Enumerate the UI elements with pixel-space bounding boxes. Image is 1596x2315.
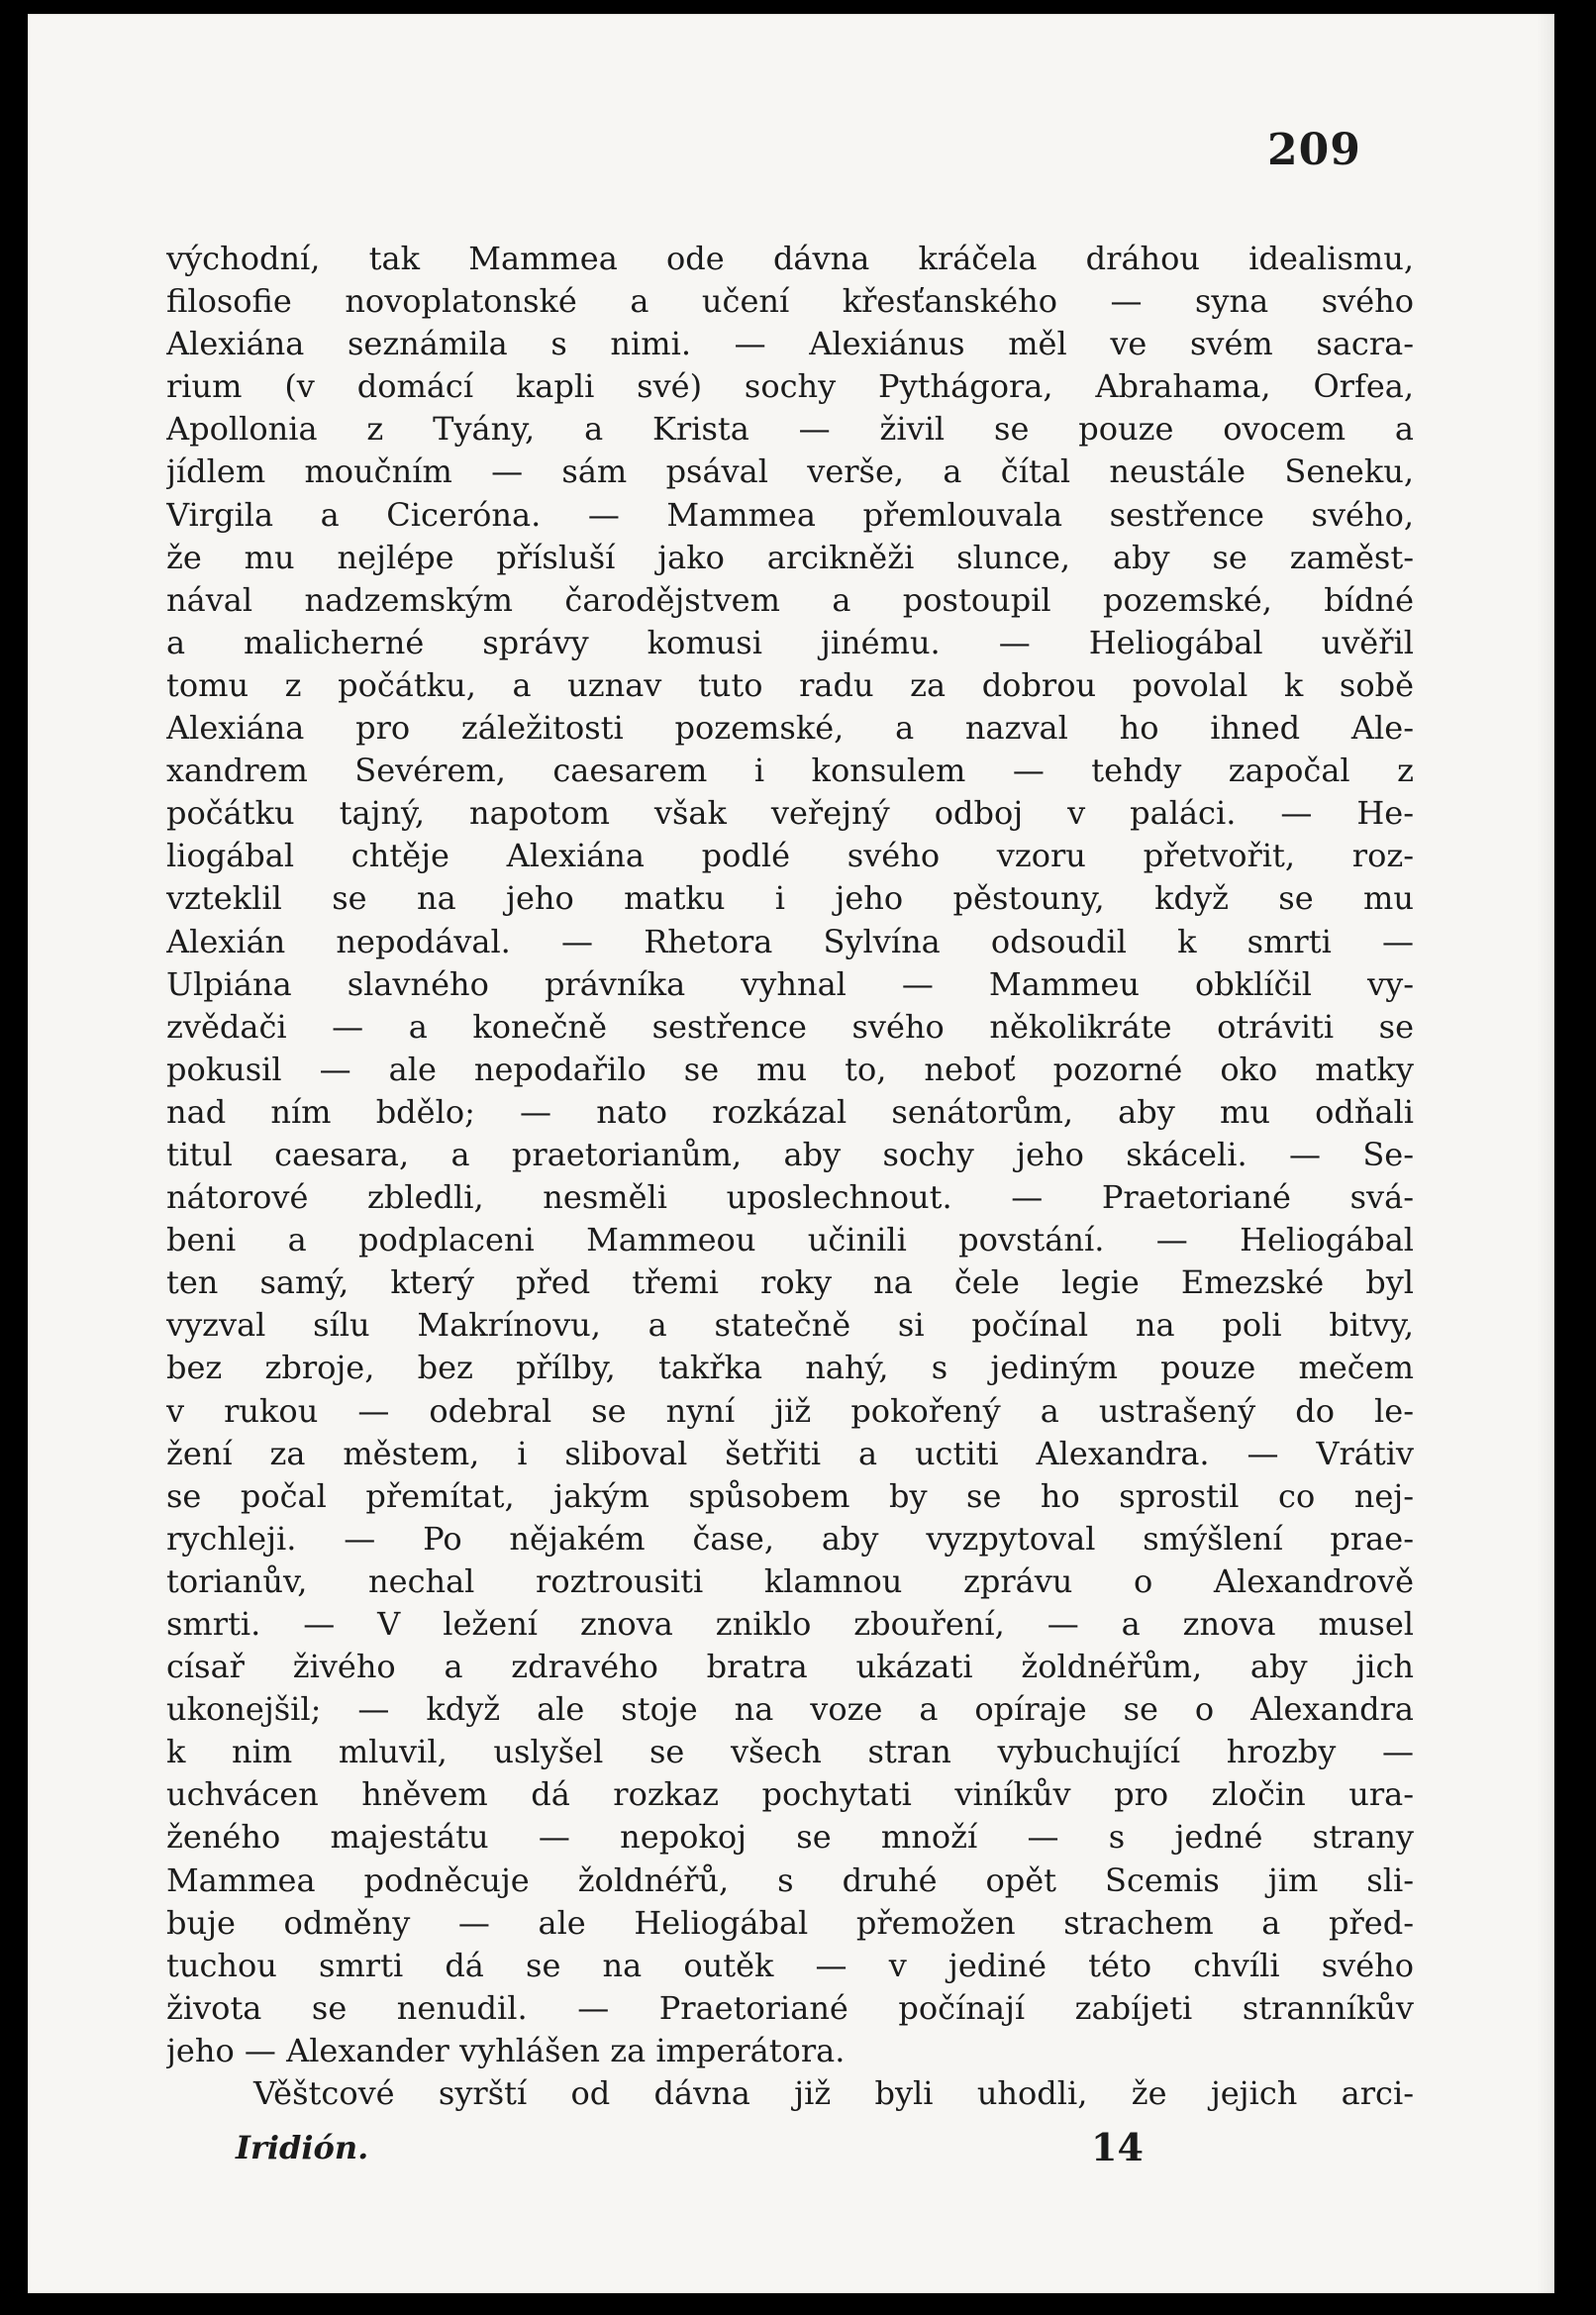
text-line: xandrem Sevérem, caesarem i konsulem — tehdy započal z xyxy=(166,752,1414,790)
text-line: filosofie novoplatonské a učení křesťanského — syna svého xyxy=(166,282,1414,321)
text-line: vzteklil se na jeho matku i jeho pěstouny, když se mu xyxy=(166,879,1414,918)
page-number: 209 xyxy=(1267,125,1361,175)
text-line: rium (v domácí kapli své) sochy Pythágora, Abrahama, Orfea, xyxy=(166,367,1414,406)
text-line: počátku tajný, napotom však veřejný odboj v paláci. — He- xyxy=(166,794,1414,833)
text-line: buje odměny — ale Heliogábal přemožen strachem a před- xyxy=(166,1903,1414,1942)
book-page xyxy=(28,14,1554,2293)
text-line: rychleji. — Po nějakém čase, aby vyzpytoval smýšlení prae- xyxy=(166,1519,1414,1558)
text-line: ukonejšil; — když ale stoje na voze a opíraje se o Alexandra xyxy=(166,1690,1414,1729)
text-line: žení za městem, i sliboval šetřiti a uctiti Alexandra. — Vrátiv xyxy=(166,1434,1414,1472)
book-title: Iridión. xyxy=(236,2129,369,2166)
text-line: titul caesara, a praetorianům, aby sochy jeho skáceli. — Se- xyxy=(166,1135,1414,1173)
text-line: ženého majestátu — nepokoj se množí — s jedné strany xyxy=(166,1818,1414,1857)
text-line: života se nenudil. — Praetoriané počínají zabíjeti stranníkův xyxy=(166,1988,1414,2027)
text-line: Alexiána seznámila s nimi. — Alexiánus měl ve svém sacra- xyxy=(166,325,1414,363)
body-text xyxy=(166,238,1414,2115)
text-line: v rukou — odebral se nyní již pokořený a ustrašený do le- xyxy=(166,1391,1414,1430)
text-line: a malicherné správy komusi jinému. — Heliogábal uvěřil xyxy=(166,623,1414,661)
text-line: se počal přemítat, jakým spůsobem by se ho sprostil co nej- xyxy=(166,1476,1414,1515)
text-line: Apollonia z Tyány, a Krista — živil se pouze ovocem a xyxy=(166,410,1414,449)
text-line: Virgila a Ciceróna. — Mammea přemlouvala sestřence svého, xyxy=(166,495,1414,534)
text-line: východní, tak Mammea ode dávna kráčela dráhou idealismu, xyxy=(166,240,1414,277)
text-line: že mu nejlépe přísluší jako arcikněži slunce, aby se zaměst- xyxy=(166,538,1414,576)
text-line: pokusil — ale nepodařilo se mu to, neboť pozorné oko matky xyxy=(166,1050,1414,1088)
paragraph-start-line: Věštcové syrští od dávna již byli uhodli, že jejich arci- xyxy=(253,2074,1414,2113)
paragraph-end-line: jeho — Alexander vyhlášen za imperátora. xyxy=(166,2031,846,2069)
text-line: k nim mluvil, uslyšel se všech stran vybuchující hrozby — xyxy=(166,1733,1414,1771)
text-line: císař živého a zdravého bratra ukázati žoldnéřům, aby jich xyxy=(166,1648,1414,1686)
text-line: Ulpiána slavného právníka vyhnal — Mammeu obklíčil vy- xyxy=(166,964,1414,1003)
text-line: smrti. — V ležení znova zniklo zbouření, — a znova musel xyxy=(166,1605,1414,1643)
text-line: nátorové zbledli, nesměli uposlechnout. — Praetoriané svá- xyxy=(166,1178,1414,1217)
text-line: jídlem moučním — sám psával verše, a čítal neustále Seneku, xyxy=(166,453,1414,491)
text-line: torianův, nechal roztrousiti klamnou zprávu o Alexandrově xyxy=(166,1561,1414,1600)
text-line: bez zbroje, bez přílby, takřka nahý, s jediným pouze mečem xyxy=(166,1349,1414,1387)
text-line: Mammea podněcuje žoldnéřů, s druhé opět Scemis jim sli- xyxy=(166,1861,1414,1899)
page-footer xyxy=(166,2125,1414,2178)
text-line: ten samý, který před třemi roky na čele legie Emezské byl xyxy=(166,1263,1414,1302)
text-line: nával nadzemským čarodějstvem a postoupil pozemské, bídné xyxy=(166,580,1414,619)
text-line: zvědači — a konečně sestřence svého několikráte otráviti se xyxy=(166,1007,1414,1046)
text-line: tomu z počátku, a uznav tuto radu za dobrou povolal k sobě xyxy=(166,665,1414,704)
text-line: Alexiána pro záležitosti pozemské, a nazval ho ihned Ale- xyxy=(166,709,1414,748)
signature-mark: 14 xyxy=(1091,2125,1144,2169)
text-line: beni a podplaceni Mammeou učinili povstání. — Heliogábal xyxy=(166,1221,1414,1259)
text-line: vyzval sílu Makrínovu, a statečně si počínal na poli bitvy, xyxy=(166,1306,1414,1345)
text-line: liogábal chtěje Alexiána podlé svého vzoru přetvořit, roz- xyxy=(166,837,1414,875)
text-line: tuchou smrti dá se na outěk — v jediné této chvíli svého xyxy=(166,1946,1414,1984)
text-line: nad ním bdělo; — nato rozkázal senátorům, aby mu odňali xyxy=(166,1092,1414,1131)
text-line: uchvácen hněvem dá rozkaz pochytati viníkův pro zločin ura- xyxy=(166,1775,1414,1814)
text-line: Alexián nepodával. — Rhetora Sylvína odsoudil k smrti — xyxy=(166,922,1414,960)
